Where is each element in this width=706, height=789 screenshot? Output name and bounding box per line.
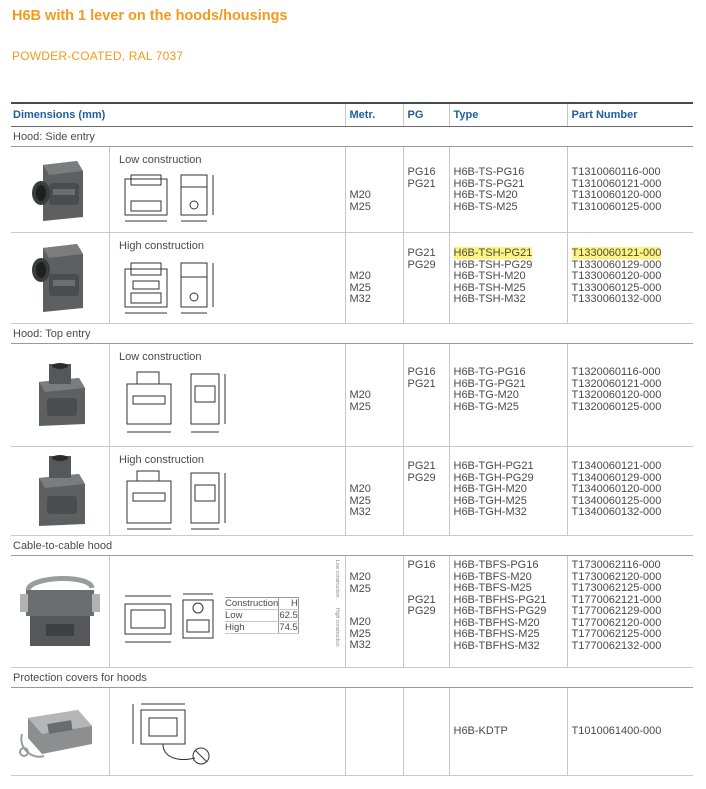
- page-subtitle: POWDER-COATED, RAL 7037: [12, 49, 184, 63]
- cell-value: T1320060116-000: [571, 366, 661, 378]
- cell-value: H6B-TG-M20: [453, 389, 519, 401]
- section-label: Cable-to-cable hood: [11, 536, 693, 556]
- construction-label: High construction: [119, 240, 204, 252]
- cell-value: H6B-TGH-M32: [453, 506, 527, 518]
- dimension-cell: [11, 147, 345, 233]
- hood-side-entry-icon: [29, 155, 91, 225]
- product-photo: [11, 344, 110, 446]
- cell-value: M25: [349, 627, 371, 640]
- header-dimensions: Dimensions (mm): [11, 103, 345, 127]
- table-row: [11, 233, 693, 324]
- cable-to-cable-hood-icon: [20, 570, 100, 654]
- cell-value: H6B-TG-M25: [453, 400, 519, 413]
- cell-value: M20: [349, 189, 371, 201]
- cell-value: M20: [349, 616, 371, 628]
- construction-label: Low construction: [119, 154, 202, 166]
- type-cell: [449, 344, 567, 447]
- cell-value: T1330060120-000: [571, 270, 662, 282]
- metr-cell: [345, 556, 403, 668]
- cell-value: H6B-TS-M20: [453, 189, 518, 201]
- table-row: [11, 688, 693, 776]
- highlighted-part-number: T1330060121-000: [571, 247, 662, 259]
- cell-value: H6B-TG-PG16: [453, 366, 526, 378]
- cell-value: PG21: [407, 593, 436, 606]
- cell-value: T1770062120-000: [571, 616, 662, 629]
- pg-cell: [403, 147, 449, 233]
- product-photo: [11, 147, 110, 232]
- part-number-cell: [567, 447, 693, 536]
- section-row: [11, 324, 693, 344]
- cell-value: PG29: [407, 471, 436, 484]
- cell-value: T1310060121-000: [571, 177, 662, 190]
- cell-value: T1770062132-000: [571, 639, 662, 652]
- cell-value: T1770062125-000: [571, 628, 662, 640]
- header-pg: PG: [403, 103, 449, 127]
- cell-value: M25: [349, 400, 371, 413]
- cell-value: T1010061400-000: [571, 725, 662, 737]
- cell-value: M32: [349, 293, 371, 305]
- cell-value: H6B-TBFHS-M32: [453, 639, 540, 652]
- cell-value: PG29: [407, 258, 436, 271]
- cell-value: T1340060129-000: [571, 471, 662, 484]
- cell-value: H6B-TSH-PG29: [453, 258, 533, 271]
- header-part-number: Part Number: [567, 103, 693, 127]
- dimension-drawing: [117, 259, 227, 321]
- pg-cell: [403, 688, 449, 776]
- cell-value: M25: [349, 582, 371, 595]
- dimension-cell: [11, 688, 345, 776]
- dimension-drawing: [117, 469, 237, 533]
- cell-value: PG16: [407, 166, 436, 178]
- dimension-drawing: [121, 590, 221, 646]
- construction-label: Low construction: [119, 351, 202, 363]
- cell-value: T1330060125-000: [571, 281, 662, 294]
- type-cell: [449, 147, 567, 233]
- part-number-cell: [567, 556, 693, 668]
- side-label-high: High construction: [334, 608, 340, 647]
- type-cell: [449, 556, 567, 668]
- dimension-cell: [11, 556, 345, 668]
- page-title: H6B with 1 lever on the hoods/housings: [12, 8, 288, 24]
- table-row: [11, 556, 693, 668]
- pg-cell: [403, 447, 449, 536]
- part-number-cell: [567, 688, 693, 776]
- metr-cell: [345, 447, 403, 536]
- cell-value: H6B-TBFHS-PG29: [453, 605, 547, 617]
- type-cell: [449, 233, 567, 324]
- part-number-cell: [567, 344, 693, 447]
- cell-value: H6B-TGH-PG21: [453, 460, 534, 472]
- cell-value: T1320060121-000: [571, 377, 662, 390]
- dimension-drawing: [117, 370, 237, 440]
- cell-value: M20: [349, 571, 371, 583]
- metr-cell: [345, 688, 403, 776]
- cell-value: T1340060121-000: [571, 460, 662, 472]
- cell-value: H6B-TBFHS-PG21: [453, 593, 547, 606]
- cell-value: M20: [349, 389, 371, 401]
- cell-value: PG21: [407, 377, 436, 390]
- cell-value: H6B-TBFS-M25: [453, 582, 532, 594]
- cell-value: H6B-TS-M25: [453, 200, 518, 213]
- hood-top-entry-icon: [29, 360, 91, 430]
- dimension-cell: [11, 344, 345, 447]
- cell-value: T1310060125-000: [571, 200, 662, 213]
- metr-cell: [345, 344, 403, 447]
- table-row: [11, 447, 693, 536]
- cell-value: [454, 248, 567, 260]
- cell-value: T1330060129-000: [571, 258, 662, 271]
- cell-value: PG21: [407, 247, 436, 259]
- cell-value: T1340060132-000: [571, 506, 662, 518]
- cell-value: T1730062120-000: [571, 570, 662, 583]
- cell-value: T1320060120-000: [571, 389, 662, 401]
- cell-value: H6B-TBFHS-M20: [453, 616, 540, 629]
- metr-cell: [345, 147, 403, 233]
- cell-value: T1770062121-000: [571, 593, 662, 606]
- part-number-cell: [567, 233, 693, 324]
- product-photo: [11, 233, 110, 323]
- cell-value: H6B-TSH-M32: [453, 293, 526, 305]
- cell-value: M20: [349, 483, 371, 495]
- cell-value: T1770062129-000: [571, 605, 662, 617]
- table-row: [11, 147, 693, 233]
- dimension-cell: [11, 233, 345, 324]
- section-row: [11, 668, 693, 688]
- section-label: Hood: Top entry: [11, 324, 693, 344]
- section-label: Protection covers for hoods: [11, 668, 693, 688]
- dimension-cell: [11, 447, 345, 536]
- type-cell: [449, 688, 567, 776]
- cell-value: [572, 248, 694, 260]
- section-row: [11, 536, 693, 556]
- cell-value: H6B-TS-PG21: [453, 177, 525, 190]
- cell-value: T1330060132-000: [571, 293, 662, 305]
- cell-value: PG16: [407, 366, 436, 378]
- cell-value: H6B-TGH-M20: [453, 483, 527, 495]
- section-row: [11, 127, 693, 147]
- cell-value: PG16: [407, 559, 436, 571]
- cell-value: M25: [349, 281, 371, 294]
- protection-cover-icon: [18, 700, 102, 764]
- cell-value: M25: [349, 200, 371, 213]
- pg-cell: [403, 344, 449, 447]
- dimension-drawing: [129, 702, 229, 772]
- cell-value: H6B-TBFHS-M25: [453, 628, 540, 640]
- table-row: [11, 344, 693, 447]
- height-table: Construction H Low 62.5 High 74.5: [225, 598, 298, 633]
- cell-value: T1730062125-000: [571, 582, 662, 594]
- hood-side-entry-high-icon: [29, 240, 91, 316]
- side-label-low: Low construction: [334, 560, 340, 598]
- metr-cell: [345, 233, 403, 324]
- cell-value: T1310060120-000: [571, 189, 662, 201]
- cell-value: H6B-TS-PG16: [453, 166, 525, 178]
- dimension-drawing: [117, 171, 227, 229]
- header-type: Type: [449, 103, 567, 127]
- product-table: [11, 102, 693, 776]
- pg-cell: [403, 556, 449, 668]
- cell-value: T1340060125-000: [571, 494, 662, 507]
- product-photo: [11, 556, 110, 667]
- part-number-cell: [567, 147, 693, 233]
- cell-value: T1340060120-000: [571, 483, 662, 495]
- cell-value: H6B-KDTP: [453, 725, 508, 737]
- cell-value: H6B-TG-PG21: [453, 377, 526, 390]
- cell-value: H6B-TGH-PG29: [453, 471, 534, 484]
- highlighted-type: H6B-TSH-PG21: [453, 247, 533, 259]
- section-label: Hood: Side entry: [11, 127, 693, 147]
- cell-value: M32: [349, 639, 371, 651]
- cell-value: H6B-TSH-M20: [453, 270, 526, 282]
- product-photo: [11, 688, 110, 775]
- cell-value: PG21: [407, 177, 436, 190]
- cell-value: PG21: [407, 460, 436, 472]
- cell-value: H6B-TBFS-M20: [453, 570, 532, 583]
- product-photo: [11, 447, 110, 535]
- cell-value: T1320060125-000: [571, 400, 662, 413]
- cell-value: T1310060116-000: [571, 166, 661, 178]
- cell-value: H6B-TSH-M25: [453, 281, 526, 294]
- construction-label: High construction: [119, 454, 204, 466]
- cell-value: M25: [349, 494, 371, 507]
- cell-value: M20: [349, 270, 371, 282]
- header-metr: Metr.: [345, 103, 403, 127]
- hood-top-entry-high-icon: [29, 454, 91, 528]
- cell-value: M32: [349, 506, 371, 518]
- pg-cell: [403, 233, 449, 324]
- table-header-row: [11, 103, 693, 127]
- cell-value: H6B-TGH-M25: [453, 494, 527, 507]
- cell-value: T1730062116-000: [571, 559, 661, 571]
- cell-value: H6B-TBFS-PG16: [453, 559, 539, 571]
- cell-value: PG29: [407, 605, 436, 617]
- type-cell: [449, 447, 567, 536]
